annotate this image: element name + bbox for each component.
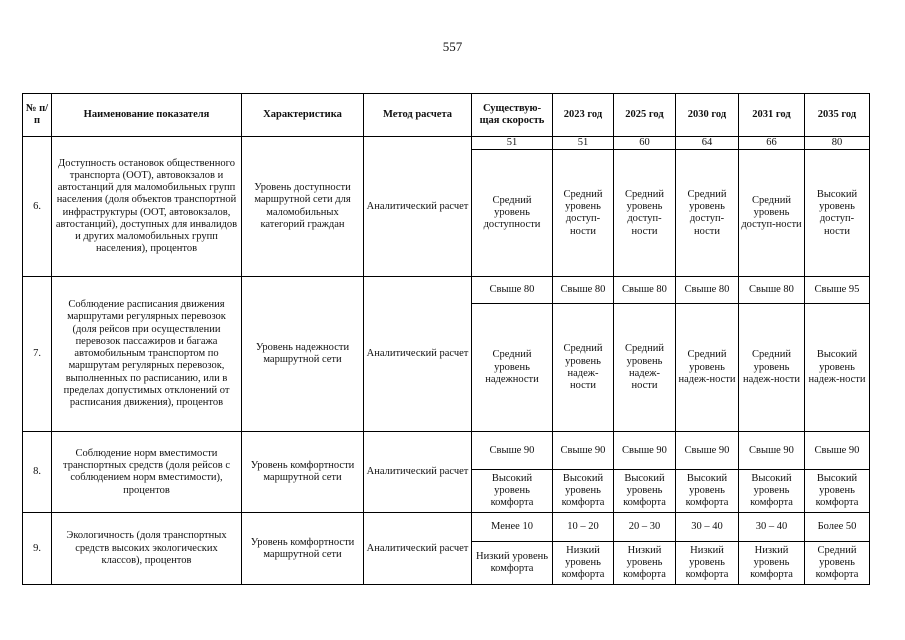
row-7-value-2023: Свыше 80 bbox=[553, 277, 614, 304]
row-6-characteristic: Уровень доступности маршрутной сети для маломобильных категорий граждан bbox=[242, 137, 364, 277]
row-8-value-2031: Свыше 90 bbox=[739, 432, 805, 470]
row-6-level-2023: Средний уровень доступ-ности bbox=[553, 150, 614, 277]
row-7-level-2030: Средний уровень надеж-ности bbox=[676, 304, 739, 432]
row-9-level-2031: Низкий уровень комфорта bbox=[739, 542, 805, 585]
page-number: 557 bbox=[442, 39, 463, 54]
row-9-value-2023: 10 – 20 bbox=[553, 513, 614, 542]
row-9-characteristic: Уровень комфортности маршрутной сети bbox=[242, 513, 364, 585]
row-9-value-existing: Менее 10 bbox=[472, 513, 553, 542]
row-6-level-2035: Высокий уровень доступ-ности bbox=[805, 150, 870, 277]
row-9-values bbox=[23, 513, 870, 542]
row-6-value-2023: 51 bbox=[553, 137, 614, 150]
row-7-characteristic: Уровень надежности маршрутной сети bbox=[242, 277, 364, 432]
row-7-level-2035: Высокий уровень надеж-ности bbox=[805, 304, 870, 432]
row-7-value-2025: Свыше 80 bbox=[614, 277, 676, 304]
row-8-value-2035: Свыше 90 bbox=[805, 432, 870, 470]
row-9-level-2023: Низкий уровень комфорта bbox=[553, 542, 614, 585]
row-7-value-2035: Свыше 95 bbox=[805, 277, 870, 304]
row-8-method: Аналитический расчет bbox=[364, 432, 472, 513]
row-9-value-2025: 20 – 30 bbox=[614, 513, 676, 542]
indicators-table bbox=[22, 93, 870, 585]
row-9-level-2025: Низкий уровень комфорта bbox=[614, 542, 676, 585]
row-6-value-2030: 64 bbox=[676, 137, 739, 150]
row-8-characteristic: Уровень комфортности маршрутной сети bbox=[242, 432, 364, 513]
row-7-values bbox=[23, 277, 870, 304]
row-7-level-2023: Средний уровень надеж-ности bbox=[553, 304, 614, 432]
row-6-values bbox=[23, 137, 870, 150]
row-8-name: Соблюдение норм вместимости транспортных средств (доля рейсов с соблюдением норм вместимости), процентов bbox=[52, 432, 242, 513]
header-name: Наименование показателя bbox=[52, 94, 242, 137]
row-6-value-2025: 60 bbox=[614, 137, 676, 150]
row-8-level-2030: Высокий уровень комфорта bbox=[676, 470, 739, 513]
header-2031: 2031 год bbox=[739, 94, 805, 137]
row-6-level-2030: Средний уровень доступ-ности bbox=[676, 150, 739, 277]
header-row bbox=[23, 94, 870, 137]
row-6-value-existing: 51 bbox=[472, 137, 553, 150]
row-7-method: Аналитический расчет bbox=[364, 277, 472, 432]
row-8-value-2030: Свыше 90 bbox=[676, 432, 739, 470]
row-6-method: Аналитический расчет bbox=[364, 137, 472, 277]
header-num: № п/п bbox=[23, 94, 52, 137]
row-9-level-2030: Низкий уровень комфорта bbox=[676, 542, 739, 585]
header-characteristic: Характеристика bbox=[242, 94, 364, 137]
header-2035: 2035 год bbox=[805, 94, 870, 137]
row-8-level-existing: Высокий уровень комфорта bbox=[472, 470, 553, 513]
row-8-value-2025: Свыше 90 bbox=[614, 432, 676, 470]
header-existing: Существую-щая скорость bbox=[472, 94, 553, 137]
row-8-level-2035: Высокий уровень комфорта bbox=[805, 470, 870, 513]
row-6-level-existing: Средний уровень доступности bbox=[472, 150, 553, 277]
row-9-method: Аналитический расчет bbox=[364, 513, 472, 585]
row-9-value-2030: 30 – 40 bbox=[676, 513, 739, 542]
row-9-value-2035: Более 50 bbox=[805, 513, 870, 542]
row-8-value-existing: Свыше 90 bbox=[472, 432, 553, 470]
row-7-level-existing: Средний уровень надежности bbox=[472, 304, 553, 432]
row-7-value-existing: Свыше 80 bbox=[472, 277, 553, 304]
row-9-level-existing: Низкий уровень комфорта bbox=[472, 542, 553, 585]
row-6-name: Доступность остановок общественного транспорта (ООТ), автовокзалов и автостанций для маломобильных групп населения (доля объектов транспортной инфраструктуры (ООТ, автовокзалов, автостанций), доступных для инвалидов и других маломобильных групп населения), процентов bbox=[52, 137, 242, 277]
row-8-num: 8. bbox=[23, 432, 52, 513]
row-8-level-2025: Высокий уровень комфорта bbox=[614, 470, 676, 513]
row-7-name: Соблюдение расписания движения маршрутами регулярных перевозок (доля рейсов при осуществлении перевозок пассажиров и багажа автомобильным транспортом по маршрутам регулярных перевозок, выполненных по расписанию, или в пределах допустимых отклонений от расписания движения), процентов bbox=[52, 277, 242, 432]
row-6-value-2031: 66 bbox=[739, 137, 805, 150]
row-8-level-2023: Высокий уровень комфорта bbox=[553, 470, 614, 513]
row-7-value-2030: Свыше 80 bbox=[676, 277, 739, 304]
header-2023: 2023 год bbox=[553, 94, 614, 137]
row-9-name: Экологичность (доля транспортных средств высоких экологических классов), процентов bbox=[52, 513, 242, 585]
row-9-value-2031: 30 – 40 bbox=[739, 513, 805, 542]
row-8-level-2031: Высокий уровень комфорта bbox=[739, 470, 805, 513]
row-6-value-2035: 80 bbox=[805, 137, 870, 150]
row-9-level-2035: Средний уровень комфорта bbox=[805, 542, 870, 585]
row-6-num: 6. bbox=[23, 137, 52, 277]
row-8-value-2023: Свыше 90 bbox=[553, 432, 614, 470]
row-8-values bbox=[23, 432, 870, 470]
row-7-level-2031: Средний уровень надеж-ности bbox=[739, 304, 805, 432]
row-6-level-2031: Средний уровень доступ-ности bbox=[739, 150, 805, 277]
row-7-level-2025: Средний уровень надеж-ности bbox=[614, 304, 676, 432]
row-9-num: 9. bbox=[23, 513, 52, 585]
header-method: Метод расчета bbox=[364, 94, 472, 137]
row-6-level-2025: Средний уровень доступ-ности bbox=[614, 150, 676, 277]
row-7-num: 7. bbox=[23, 277, 52, 432]
row-7-value-2031: Свыше 80 bbox=[739, 277, 805, 304]
header-2030: 2030 год bbox=[676, 94, 739, 137]
header-2025: 2025 год bbox=[614, 94, 676, 137]
